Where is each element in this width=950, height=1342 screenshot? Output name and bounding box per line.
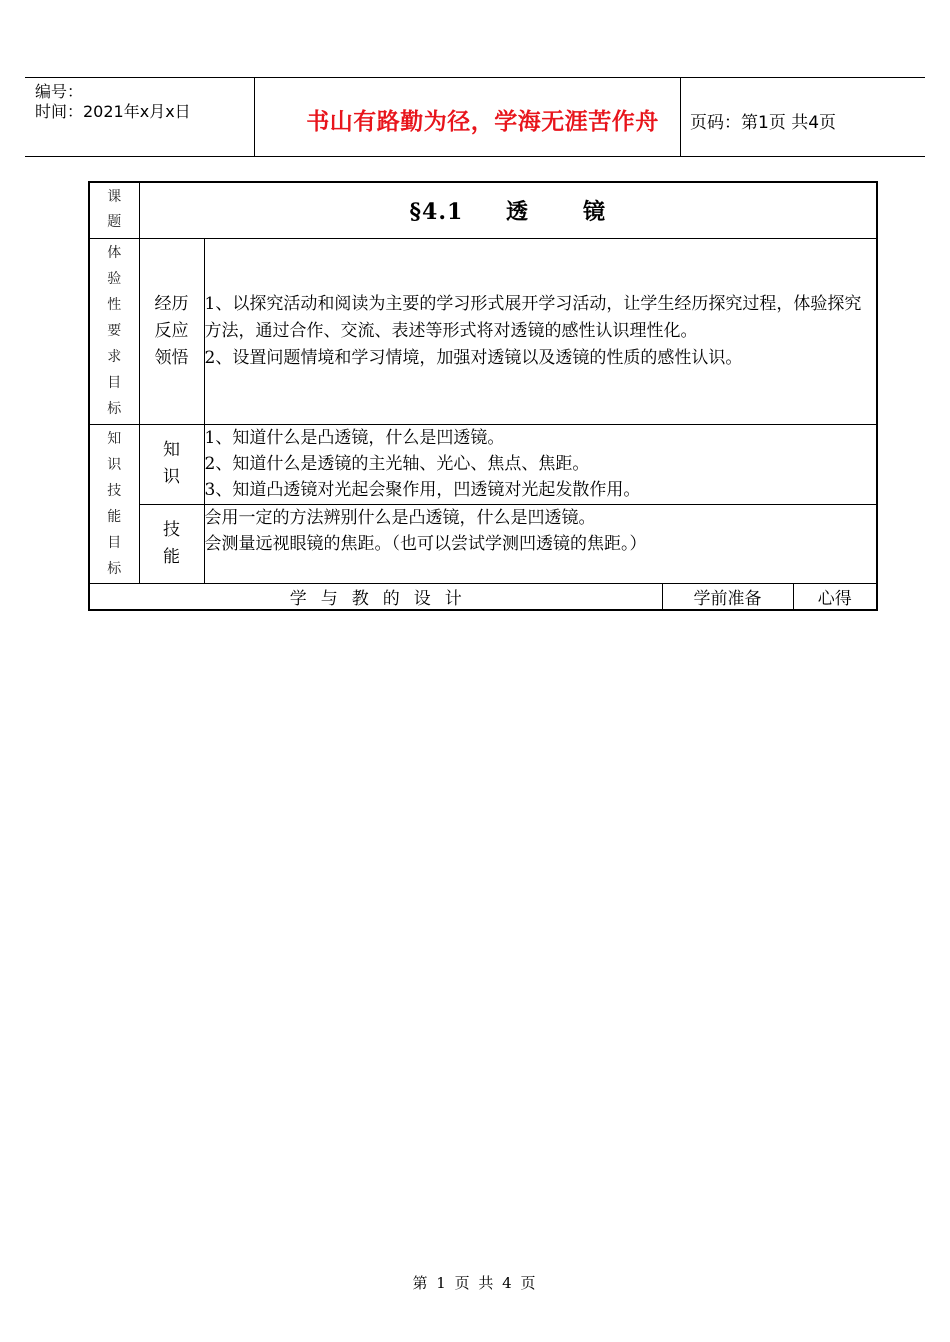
topic-label-cell (89, 182, 139, 238)
header-motto: 书山有路勤为径，学海无涯苦作舟 (306, 109, 659, 135)
design-label-cell (89, 583, 662, 610)
skill-item: 会用一定的方法辨别什么是凸透镜，什么是凹透镜。 (204, 507, 596, 528)
header-meta (35, 82, 191, 122)
notes-label: 心得 (793, 583, 877, 610)
skill-sub-label: 技 能 (139, 504, 204, 583)
prep-label: 学前准备 (662, 583, 793, 610)
experience-sub-label: 经历 反应 领悟 (139, 238, 204, 424)
design-header-row (89, 583, 877, 610)
topic-row (89, 182, 877, 238)
experience-goal-row (89, 238, 877, 424)
lesson-title (139, 182, 877, 238)
page-footer: 第 1 页 共 4 页 (412, 1274, 538, 1292)
title-char-1: 透 (505, 198, 529, 225)
serial-number-label: 编号： (35, 82, 84, 101)
experience-item: 1、以探究活动和阅读为主要的学习形式展开学习活动，让学生经历探究过程，体验探究方法，通过合作、交流、表述等形式将对透镜的感性认识理性化。 (204, 293, 862, 341)
knowledge-item: 1、知道什么是凸透镜，什么是凹透镜。 (204, 428, 505, 448)
experience-goal-label: 体 验 性 要 求 目 标 (89, 238, 139, 424)
lesson-plan-table (88, 181, 878, 611)
title-section: §4.1 (409, 198, 464, 225)
date-label: 时间：2021年x月x日 (35, 102, 191, 121)
skill-item: 会测量远视眼镜的焦距。（也可以尝试学测凹透镜的焦距。） (204, 533, 647, 554)
topic-label: 课题 (107, 189, 122, 231)
skill-row (89, 504, 877, 583)
header-divider (680, 78, 681, 156)
knowledge-content (204, 424, 877, 504)
knowledge-item: 2、知道什么是透镜的主光轴、光心、焦点、焦距。 (204, 454, 590, 474)
knowledge-sub-label: 知 识 (139, 424, 204, 504)
experience-content (204, 238, 877, 424)
title-char-2: 镜 (583, 198, 607, 225)
header-page-info: 页码：第1页 共4页 (690, 113, 837, 133)
knowledge-item: 3、知道凸透镜对光起会聚作用，凹透镜对光起发散作用。 (204, 480, 641, 500)
experience-item: 2、设置问题情境和学习情境，加强对透镜以及透镜的性质的感性认识。 (204, 347, 743, 368)
knowledge-row (89, 424, 877, 504)
document-header (25, 77, 925, 157)
knowledge-goal-label: 知 识 技 能 目 标 (89, 424, 139, 583)
skill-content (204, 504, 877, 583)
design-label: 学与教的设计 (289, 588, 476, 609)
